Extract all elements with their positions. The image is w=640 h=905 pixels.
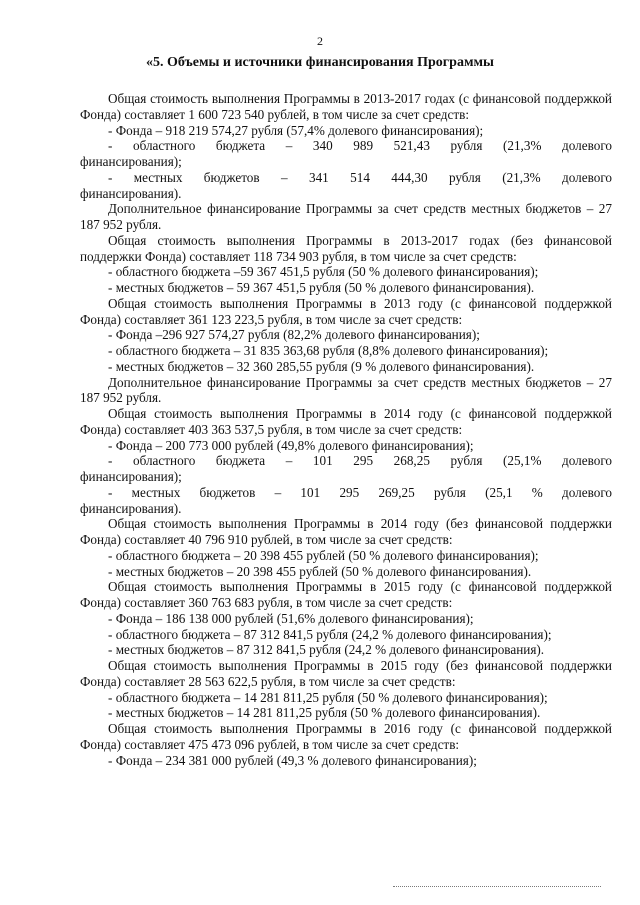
paragraph: Дополнительное финансирование Программы за счет средств местных бюджетов – 27 187 952 рубля. [80, 374, 612, 406]
bullet-item: - областного бюджета – 87 312 841,5 рубля (24,2 % долевого финансирования); [108, 626, 552, 642]
bullet-item: - областного бюджета – 340 989 521,43 рубля (21,3% долевого [108, 138, 612, 154]
bullet-item: - Фонда – 200 773 000 рублей (49,8% долевого финансирования); [108, 437, 474, 453]
paragraph: финансирования). [80, 185, 182, 201]
bullet-item: - местных бюджетов – 59 367 451,5 рубля (50 % долевого финансирования). [108, 280, 535, 295]
paragraph: Общая стоимость выполнения Программы в 2015 году (с финансовой поддержкой Фонда) составляет 360 763 683 рубля, в том числе за счет средств: [80, 579, 612, 610]
bullet-item: - местных бюджетов – 87 312 841,5 рубля (24,2 % долевого финансирования). [108, 642, 545, 658]
paragraph: Общая стоимость выполнения Программы в 2014 году (без финансовой поддержки Фонда) составляет 40 796 910 рублей, в том числе за счет средств: [80, 516, 612, 547]
bullet-item: - Фонда –296 927 574,27 рубля (82,2% долевого финансирования); [108, 327, 480, 343]
bullet-item: - местных бюджетов – 20 398 455 рублей (50 % долевого финансирования). [108, 563, 532, 579]
paragraph: Общая стоимость выполнения Программы в 2014 году (с финансовой поддержкой Фонда) составляет 403 363 537,5 рубля, в том числе за счет средств: [80, 406, 612, 437]
scan-edge-line [393, 886, 601, 887]
bullet-item: - областного бюджета – 14 281 811,25 рубля (50 % долевого финансирования); [108, 689, 548, 705]
bullet-item: - местных бюджетов – 32 360 285,55 рубля (9 % долевого финансирования). [108, 358, 535, 374]
bullet-item: - областного бюджета – 20 398 455 рублей (50 % долевого финансирования); [108, 547, 539, 563]
bullet-item: - областного бюджета – 31 835 363,68 рубля (8,8% долевого финансирования); [108, 343, 549, 358]
paragraph: Дополнительное финансирование Программы за счет средств местных бюджетов – 27 187 952 рубля. [80, 201, 612, 232]
page-number: 2 [317, 34, 323, 48]
bullet-item: - местных бюджетов – 14 281 811,25 рубля (50 % долевого финансирования). [108, 705, 541, 721]
bullet-item: - местных бюджетов – 101 295 269,25 рубля (25,1 % долевого [108, 484, 612, 500]
bullet-item: - областного бюджета –59 367 451,5 рубля (50 % долевого финансирования); [108, 264, 539, 280]
paragraph: финансирования). [80, 500, 182, 516]
paragraph: Общая стоимость выполнения Программы в 2013 году (с финансовой поддержкой Фонда) составляет 361 123 223,5 рубля, в том числе за счет средств: [80, 295, 612, 327]
paragraph: Общая стоимость выполнения Программы в 2013-2017 годах (без финансовой поддержки Фонда) составляет 118 734 903 рубля, в том числе за счет средств: [80, 232, 612, 264]
document-body [80, 91, 612, 768]
bullet-item: - местных бюджетов – 341 514 444,30 рубля (21,3% долевого [108, 169, 612, 185]
paragraph: финансирования); [80, 154, 182, 169]
bullet-item: - Фонда – 234 381 000 рублей (49,3 % долевого финансирования); [108, 752, 477, 768]
paragraph: Общая стоимость выполнения Программы в 2015 году (без финансовой поддержки Фонда) составляет 28 563 622,5 рубля, в том числе за счет средств: [80, 658, 612, 689]
section-heading: «5. Объемы и источники финансирования Программы [146, 55, 494, 70]
paragraph: Общая стоимость выполнения Программы в 2013-2017 годах (с финансовой поддержкой Фонда) составляет 1 600 723 540 рублей, в том числе за счет средств: [80, 91, 612, 122]
paragraph: Общая стоимость выполнения Программы в 2016 году (с финансовой поддержкой Фонда) составляет 475 473 096 рублей, в том числе за счет средств: [80, 721, 612, 752]
bullet-item: - Фонда – 918 219 574,27 рубля (57,4% долевого финансирования); [108, 122, 484, 138]
bullet-item: - областного бюджета – 101 295 268,25 рубля (25,1% долевого [108, 453, 612, 469]
paragraph: финансирования); [80, 469, 182, 484]
bullet-item: - Фонда – 186 138 000 рублей (51,6% долевого финансирования); [108, 610, 474, 626]
